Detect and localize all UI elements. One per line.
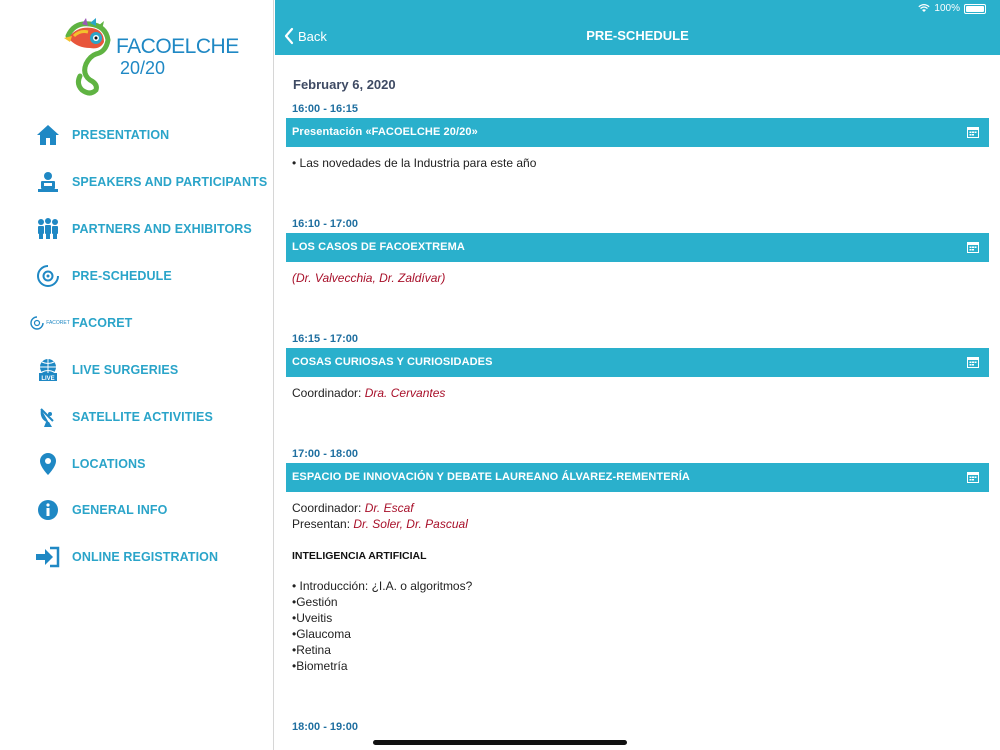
- target-circle-icon: [34, 262, 62, 290]
- navigation-bar: [275, 0, 1000, 55]
- sidebar-item-live-surgeries[interactable]: [0, 350, 274, 390]
- svg-text:LIVE: LIVE: [41, 376, 55, 382]
- satellite-dish-icon: [34, 403, 62, 431]
- session-description: • Las novedades de la Industria para este año: [292, 156, 537, 170]
- logo-title: FACOELCHE: [116, 35, 239, 58]
- session-title: ESPACIO DE INNOVACIÓN Y DEBATE LAUREANO ÁLVAREZ-REMENTERÍA: [292, 471, 690, 483]
- sidebar-item-label: PARTNERS AND EXHIBITORS: [72, 222, 252, 236]
- sidebar-item-label: ONLINE REGISTRATION: [72, 550, 219, 564]
- coordinator-label: Coordinador:: [292, 386, 365, 400]
- sidebar-item-label: PRE-SCHEDULE: [72, 269, 172, 283]
- list-item: •Uveitis: [292, 611, 333, 625]
- calendar-add-icon[interactable]: [967, 241, 979, 253]
- session-header[interactable]: [286, 348, 989, 377]
- session-header[interactable]: [286, 463, 989, 492]
- list-item: •Gestión: [292, 595, 338, 609]
- calendar-add-icon[interactable]: [967, 126, 979, 138]
- session-presenters: [292, 516, 468, 532]
- people-group-icon: [34, 215, 62, 243]
- sidebar: [0, 0, 274, 750]
- sidebar-item-label: FACORET: [72, 316, 133, 330]
- sidebar-item-partners[interactable]: [0, 209, 274, 249]
- facoelche-logo: [60, 18, 239, 98]
- list-item: •Glaucoma: [292, 627, 351, 641]
- facoret-logo-icon: FACORET: [30, 309, 70, 337]
- sidebar-item-label: SATELLITE ACTIVITIES: [72, 410, 213, 424]
- calendar-add-icon[interactable]: [967, 471, 979, 483]
- sidebar-item-locations[interactable]: [0, 444, 274, 484]
- schedule-content[interactable]: [275, 55, 1000, 750]
- battery-percent: 100%: [934, 3, 960, 14]
- battery-icon: [964, 4, 986, 14]
- coordinator-name: Dr. Escaf: [364, 501, 414, 515]
- home-icon: [34, 121, 62, 149]
- session-time: 17:00 - 18:00: [292, 448, 359, 460]
- main-panel: [275, 0, 1000, 750]
- sign-in-icon: [34, 543, 62, 571]
- sidebar-item-presentation[interactable]: [0, 115, 274, 155]
- session-time: 18:00 - 19:00: [292, 721, 359, 733]
- sidebar-item-general-info[interactable]: [0, 490, 274, 530]
- sidebar-item-label: GENERAL INFO: [72, 503, 168, 517]
- wifi-icon: [918, 4, 930, 13]
- status-bar: [918, 3, 986, 14]
- session-title: LOS CASOS DE FACOEXTREMA: [292, 241, 465, 253]
- session-header[interactable]: [286, 118, 989, 147]
- sidebar-item-label: LOCATIONS: [72, 457, 146, 471]
- session-time: 16:15 - 17:00: [292, 333, 359, 345]
- map-pin-icon: [34, 450, 62, 478]
- coordinator-name: Dra. Cervantes: [364, 386, 446, 400]
- session-title: COSAS CURIOSAS Y CURIOSIDADES: [292, 356, 493, 368]
- home-indicator[interactable]: [373, 740, 627, 745]
- sidebar-item-pre-schedule[interactable]: [0, 256, 274, 296]
- session-header[interactable]: [286, 233, 989, 262]
- globe-live-icon: [34, 356, 62, 384]
- date-header: February 6, 2020: [293, 77, 396, 92]
- logo-year: 20/20: [120, 58, 166, 78]
- list-item: •Biometría: [292, 659, 348, 673]
- session-time: 16:10 - 17:00: [292, 218, 359, 230]
- back-label: Back: [298, 28, 327, 44]
- coordinator-label: Coordinador:: [292, 501, 365, 515]
- sidebar-item-label: SPEAKERS AND PARTICIPANTS: [72, 175, 268, 189]
- sidebar-item-facoret[interactable]: [0, 303, 274, 343]
- calendar-add-icon[interactable]: [967, 356, 979, 368]
- sidebar-item-online-registration[interactable]: [0, 537, 274, 577]
- list-item: •Retina: [292, 643, 331, 657]
- list-item: • Introducción: ¿I.A. o algoritmos?: [292, 579, 473, 593]
- sidebar-item-speakers[interactable]: [0, 162, 274, 202]
- sidebar-item-label: LIVE SURGERIES: [72, 363, 179, 377]
- session-speakers: (Dr. Valvecchia, Dr. Zaldívar): [292, 271, 446, 285]
- session-coordinator: [292, 500, 414, 516]
- session-title: Presentación «FACOELCHE 20/20»: [292, 126, 478, 138]
- presenters-label: Presentan:: [292, 517, 354, 531]
- info-icon: [34, 496, 62, 524]
- session-time: 16:00 - 16:15: [292, 103, 359, 115]
- sidebar-item-label: PRESENTATION: [72, 128, 170, 142]
- page-title: PRE-SCHEDULE: [586, 28, 689, 43]
- presenters-names: Dr. Soler, Dr. Pascual: [353, 517, 468, 531]
- session-coordinator: [292, 385, 445, 401]
- speaker-podium-icon: [34, 168, 62, 196]
- sidebar-item-satellite-activities[interactable]: [0, 397, 274, 437]
- session-subheading: INTELIGENCIA ARTIFICIAL: [292, 550, 427, 562]
